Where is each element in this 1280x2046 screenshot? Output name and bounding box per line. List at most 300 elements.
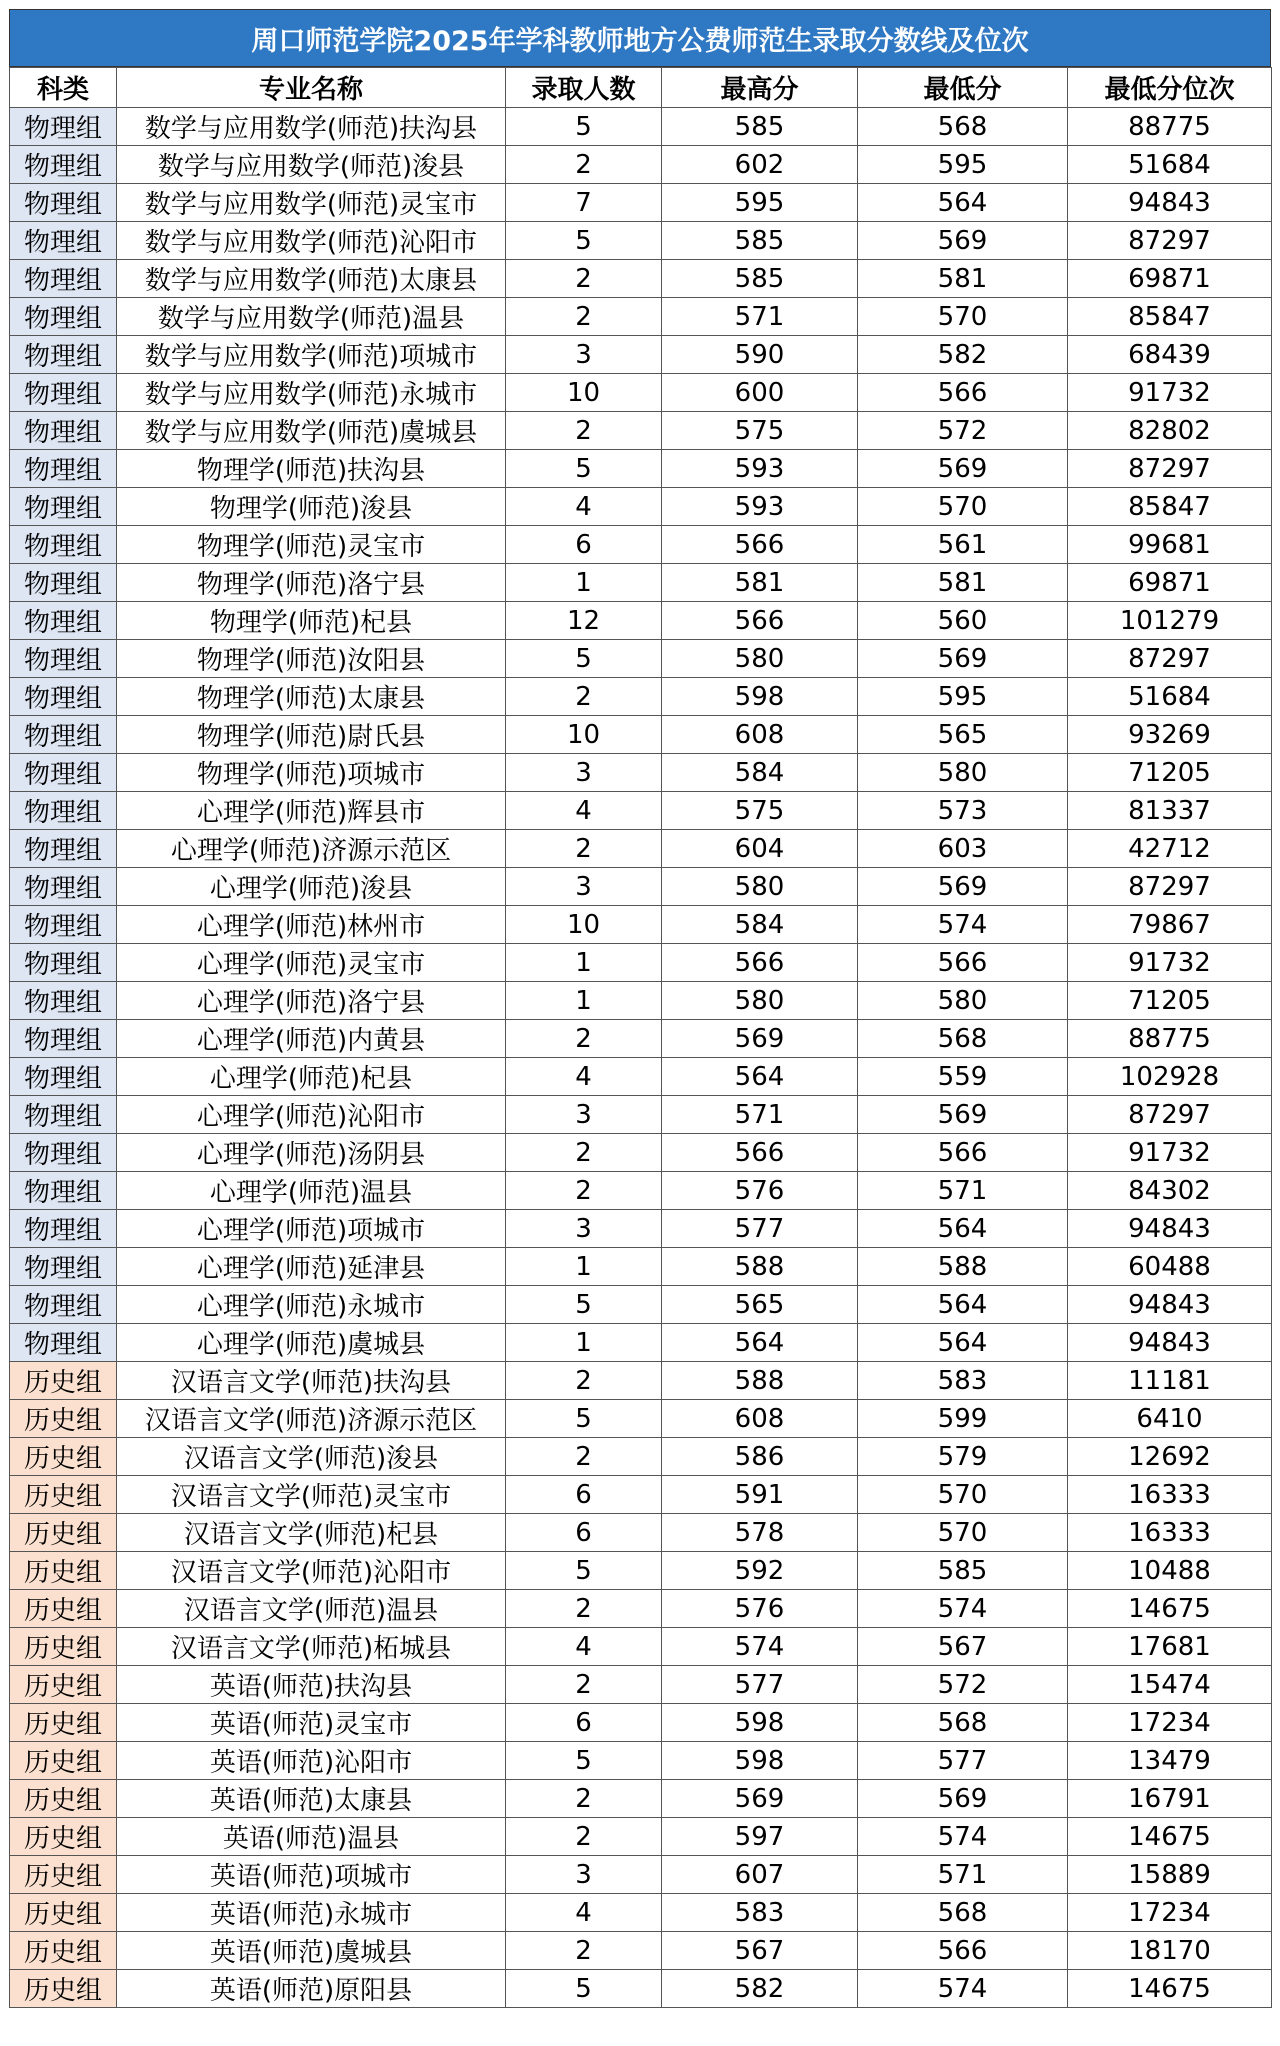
admitted-count-cell: 2 (506, 298, 662, 336)
major-cell: 英语(师范)虞城县 (117, 1932, 506, 1970)
min-score-cell: 568 (858, 108, 1068, 146)
admission-sheet (9, 9, 1271, 2008)
min-rank-cell: 15889 (1068, 1856, 1272, 1894)
min-rank-cell: 13479 (1068, 1742, 1272, 1780)
table-row (10, 1400, 1272, 1438)
sheet-title: 周口师范学院2025年学科教师地方公费师范生录取分数线及位次 (9, 9, 1271, 67)
min-score-cell: 569 (858, 868, 1068, 906)
table-row (10, 1020, 1272, 1058)
min-score-cell: 559 (858, 1058, 1068, 1096)
min-rank-cell: 91732 (1068, 374, 1272, 412)
min-rank-cell: 91732 (1068, 1134, 1272, 1172)
min-rank-cell: 87297 (1068, 450, 1272, 488)
category-cell: 物理组 (10, 108, 117, 146)
category-cell: 物理组 (10, 1058, 117, 1096)
admitted-count-cell: 4 (506, 1894, 662, 1932)
max-score-cell: 597 (662, 1818, 858, 1856)
table-row (10, 260, 1272, 298)
min-score-cell: 568 (858, 1020, 1068, 1058)
category-cell: 物理组 (10, 298, 117, 336)
table-row (10, 1210, 1272, 1248)
category-cell: 历史组 (10, 1552, 117, 1590)
category-cell: 物理组 (10, 754, 117, 792)
major-cell: 数学与应用数学(师范)沁阳市 (117, 222, 506, 260)
admitted-count-cell: 3 (506, 336, 662, 374)
max-score-cell: 566 (662, 944, 858, 982)
min-score-cell: 571 (858, 1856, 1068, 1894)
category-cell: 物理组 (10, 184, 117, 222)
table-row (10, 488, 1272, 526)
category-cell: 物理组 (10, 222, 117, 260)
table-row (10, 830, 1272, 868)
min-score-cell: 583 (858, 1362, 1068, 1400)
major-cell: 心理学(师范)汤阴县 (117, 1134, 506, 1172)
min-rank-cell: 85847 (1068, 298, 1272, 336)
max-score-cell: 566 (662, 602, 858, 640)
min-rank-cell: 101279 (1068, 602, 1272, 640)
admitted-count-cell: 3 (506, 1856, 662, 1894)
admitted-count-cell: 2 (506, 1590, 662, 1628)
max-score-cell: 598 (662, 1742, 858, 1780)
table-row (10, 944, 1272, 982)
admitted-count-cell: 6 (506, 1476, 662, 1514)
table-row (10, 1096, 1272, 1134)
admitted-count-cell: 5 (506, 450, 662, 488)
table-row (10, 450, 1272, 488)
max-score-cell: 604 (662, 830, 858, 868)
min-rank-cell: 71205 (1068, 982, 1272, 1020)
admitted-count-cell: 1 (506, 1248, 662, 1286)
major-cell: 心理学(师范)温县 (117, 1172, 506, 1210)
major-cell: 汉语言文学(师范)灵宝市 (117, 1476, 506, 1514)
max-score-cell: 569 (662, 1020, 858, 1058)
table-row (10, 526, 1272, 564)
major-cell: 英语(师范)原阳县 (117, 1970, 506, 2008)
table-row (10, 716, 1272, 754)
major-cell: 汉语言文学(师范)浚县 (117, 1438, 506, 1476)
table-row (10, 1324, 1272, 1362)
min-score-cell: 566 (858, 944, 1068, 982)
min-rank-cell: 16333 (1068, 1476, 1272, 1514)
category-cell: 物理组 (10, 1172, 117, 1210)
min-rank-cell: 94843 (1068, 1324, 1272, 1362)
table-row (10, 640, 1272, 678)
max-score-cell: 575 (662, 792, 858, 830)
header-max-score: 最高分 (662, 68, 858, 108)
admitted-count-cell: 2 (506, 830, 662, 868)
min-rank-cell: 81337 (1068, 792, 1272, 830)
category-cell: 物理组 (10, 1096, 117, 1134)
min-rank-cell: 102928 (1068, 1058, 1272, 1096)
category-cell: 物理组 (10, 678, 117, 716)
major-cell: 物理学(师范)洛宁县 (117, 564, 506, 602)
admitted-count-cell: 2 (506, 1172, 662, 1210)
min-score-cell: 565 (858, 716, 1068, 754)
admission-table (9, 67, 1272, 2008)
min-score-cell: 568 (858, 1704, 1068, 1742)
table-row (10, 412, 1272, 450)
category-cell: 物理组 (10, 1248, 117, 1286)
category-cell: 物理组 (10, 868, 117, 906)
min-rank-cell: 14675 (1068, 1970, 1272, 2008)
max-score-cell: 608 (662, 1400, 858, 1438)
category-cell: 物理组 (10, 450, 117, 488)
admitted-count-cell: 5 (506, 1286, 662, 1324)
major-cell: 英语(师范)沁阳市 (117, 1742, 506, 1780)
major-cell: 物理学(师范)太康县 (117, 678, 506, 716)
major-cell: 数学与应用数学(师范)扶沟县 (117, 108, 506, 146)
min-score-cell: 574 (858, 1818, 1068, 1856)
table-row (10, 1742, 1272, 1780)
admitted-count-cell: 6 (506, 1514, 662, 1552)
min-score-cell: 569 (858, 1096, 1068, 1134)
max-score-cell: 580 (662, 640, 858, 678)
min-rank-cell: 17234 (1068, 1894, 1272, 1932)
min-score-cell: 577 (858, 1742, 1068, 1780)
min-rank-cell: 69871 (1068, 260, 1272, 298)
admitted-count-cell: 4 (506, 1058, 662, 1096)
min-rank-cell: 17681 (1068, 1628, 1272, 1666)
max-score-cell: 564 (662, 1324, 858, 1362)
table-row (10, 108, 1272, 146)
min-rank-cell: 17234 (1068, 1704, 1272, 1742)
min-score-cell: 564 (858, 1324, 1068, 1362)
table-row (10, 1514, 1272, 1552)
major-cell: 数学与应用数学(师范)灵宝市 (117, 184, 506, 222)
max-score-cell: 569 (662, 1780, 858, 1818)
min-rank-cell: 88775 (1068, 1020, 1272, 1058)
category-cell: 历史组 (10, 1362, 117, 1400)
admitted-count-cell: 2 (506, 1020, 662, 1058)
min-rank-cell: 88775 (1068, 108, 1272, 146)
category-cell: 物理组 (10, 944, 117, 982)
admitted-count-cell: 6 (506, 526, 662, 564)
min-rank-cell: 11181 (1068, 1362, 1272, 1400)
admitted-count-cell: 2 (506, 1438, 662, 1476)
major-cell: 英语(师范)项城市 (117, 1856, 506, 1894)
major-cell: 物理学(师范)尉氏县 (117, 716, 506, 754)
min-rank-cell: 87297 (1068, 222, 1272, 260)
min-score-cell: 569 (858, 640, 1068, 678)
max-score-cell: 566 (662, 526, 858, 564)
admitted-count-cell: 2 (506, 1932, 662, 1970)
admitted-count-cell: 5 (506, 1742, 662, 1780)
major-cell: 数学与应用数学(师范)太康县 (117, 260, 506, 298)
min-rank-cell: 6410 (1068, 1400, 1272, 1438)
admitted-count-cell: 10 (506, 906, 662, 944)
admitted-count-cell: 3 (506, 1096, 662, 1134)
table-row (10, 1932, 1272, 1970)
table-row (10, 1818, 1272, 1856)
major-cell: 汉语言文学(师范)温县 (117, 1590, 506, 1628)
min-score-cell: 570 (858, 298, 1068, 336)
max-score-cell: 593 (662, 450, 858, 488)
major-cell: 物理学(师范)浚县 (117, 488, 506, 526)
min-score-cell: 570 (858, 1476, 1068, 1514)
table-row (10, 754, 1272, 792)
category-cell: 物理组 (10, 1210, 117, 1248)
category-cell: 历史组 (10, 1400, 117, 1438)
major-cell: 心理学(师范)延津县 (117, 1248, 506, 1286)
min-score-cell: 574 (858, 1970, 1068, 2008)
min-score-cell: 566 (858, 1134, 1068, 1172)
admitted-count-cell: 7 (506, 184, 662, 222)
major-cell: 心理学(师范)杞县 (117, 1058, 506, 1096)
min-rank-cell: 94843 (1068, 1210, 1272, 1248)
table-row (10, 1438, 1272, 1476)
admitted-count-cell: 2 (506, 412, 662, 450)
min-rank-cell: 79867 (1068, 906, 1272, 944)
admitted-count-cell: 4 (506, 1628, 662, 1666)
table-row (10, 1286, 1272, 1324)
category-cell: 物理组 (10, 1286, 117, 1324)
admitted-count-cell: 5 (506, 1970, 662, 2008)
major-cell: 数学与应用数学(师范)浚县 (117, 146, 506, 184)
admitted-count-cell: 2 (506, 260, 662, 298)
min-rank-cell: 87297 (1068, 1096, 1272, 1134)
major-cell: 物理学(师范)灵宝市 (117, 526, 506, 564)
max-score-cell: 600 (662, 374, 858, 412)
max-score-cell: 607 (662, 1856, 858, 1894)
min-rank-cell: 85847 (1068, 488, 1272, 526)
min-score-cell: 580 (858, 754, 1068, 792)
min-score-cell: 574 (858, 906, 1068, 944)
table-row (10, 146, 1272, 184)
category-cell: 物理组 (10, 906, 117, 944)
table-row (10, 184, 1272, 222)
category-cell: 物理组 (10, 564, 117, 602)
major-cell: 英语(师范)永城市 (117, 1894, 506, 1932)
category-cell: 物理组 (10, 488, 117, 526)
major-cell: 物理学(师范)杞县 (117, 602, 506, 640)
min-rank-cell: 99681 (1068, 526, 1272, 564)
max-score-cell: 591 (662, 1476, 858, 1514)
category-cell: 物理组 (10, 640, 117, 678)
min-score-cell: 595 (858, 678, 1068, 716)
category-cell: 物理组 (10, 1134, 117, 1172)
category-cell: 历史组 (10, 1514, 117, 1552)
max-score-cell: 602 (662, 146, 858, 184)
table-row (10, 1894, 1272, 1932)
min-score-cell: 572 (858, 412, 1068, 450)
max-score-cell: 582 (662, 1970, 858, 2008)
min-score-cell: 564 (858, 1286, 1068, 1324)
table-row (10, 298, 1272, 336)
admitted-count-cell: 2 (506, 1666, 662, 1704)
admitted-count-cell: 10 (506, 716, 662, 754)
max-score-cell: 564 (662, 1058, 858, 1096)
category-cell: 历史组 (10, 1476, 117, 1514)
major-cell: 心理学(师范)济源示范区 (117, 830, 506, 868)
table-row (10, 1362, 1272, 1400)
min-rank-cell: 60488 (1068, 1248, 1272, 1286)
major-cell: 英语(师范)温县 (117, 1818, 506, 1856)
admitted-count-cell: 2 (506, 1818, 662, 1856)
admitted-count-cell: 5 (506, 1552, 662, 1590)
major-cell: 心理学(师范)灵宝市 (117, 944, 506, 982)
max-score-cell: 583 (662, 1894, 858, 1932)
admitted-count-cell: 1 (506, 564, 662, 602)
min-rank-cell: 14675 (1068, 1818, 1272, 1856)
major-cell: 英语(师范)太康县 (117, 1780, 506, 1818)
major-cell: 数学与应用数学(师范)永城市 (117, 374, 506, 412)
min-rank-cell: 94843 (1068, 184, 1272, 222)
header-min-score: 最低分 (858, 68, 1068, 108)
min-rank-cell: 51684 (1068, 678, 1272, 716)
min-score-cell: 572 (858, 1666, 1068, 1704)
major-cell: 汉语言文学(师范)沁阳市 (117, 1552, 506, 1590)
major-cell: 英语(师范)扶沟县 (117, 1666, 506, 1704)
major-cell: 心理学(师范)辉县市 (117, 792, 506, 830)
min-score-cell: 603 (858, 830, 1068, 868)
min-rank-cell: 87297 (1068, 640, 1272, 678)
admitted-count-cell: 2 (506, 678, 662, 716)
table-row (10, 602, 1272, 640)
admitted-count-cell: 4 (506, 488, 662, 526)
min-rank-cell: 15474 (1068, 1666, 1272, 1704)
max-score-cell: 608 (662, 716, 858, 754)
table-row (10, 222, 1272, 260)
category-cell: 历史组 (10, 1818, 117, 1856)
table-row (10, 906, 1272, 944)
min-rank-cell: 82802 (1068, 412, 1272, 450)
admitted-count-cell: 2 (506, 1134, 662, 1172)
admitted-count-cell: 4 (506, 792, 662, 830)
major-cell: 英语(师范)灵宝市 (117, 1704, 506, 1742)
admitted-count-cell: 6 (506, 1704, 662, 1742)
max-score-cell: 590 (662, 336, 858, 374)
min-score-cell: 581 (858, 260, 1068, 298)
min-score-cell: 570 (858, 1514, 1068, 1552)
major-cell: 心理学(师范)洛宁县 (117, 982, 506, 1020)
major-cell: 数学与应用数学(师范)虞城县 (117, 412, 506, 450)
min-rank-cell: 16791 (1068, 1780, 1272, 1818)
major-cell: 心理学(师范)内黄县 (117, 1020, 506, 1058)
table-row (10, 868, 1272, 906)
major-cell: 物理学(师范)汝阳县 (117, 640, 506, 678)
header-row (10, 68, 1272, 108)
table-row (10, 336, 1272, 374)
min-score-cell: 588 (858, 1248, 1068, 1286)
category-cell: 物理组 (10, 260, 117, 298)
min-score-cell: 560 (858, 602, 1068, 640)
category-cell: 历史组 (10, 1438, 117, 1476)
category-cell: 物理组 (10, 830, 117, 868)
min-rank-cell: 69871 (1068, 564, 1272, 602)
table-row (10, 1590, 1272, 1628)
admitted-count-cell: 1 (506, 1324, 662, 1362)
min-score-cell: 581 (858, 564, 1068, 602)
table-row (10, 374, 1272, 412)
category-cell: 历史组 (10, 1970, 117, 2008)
table-row (10, 1552, 1272, 1590)
min-rank-cell: 18170 (1068, 1932, 1272, 1970)
min-rank-cell: 16333 (1068, 1514, 1272, 1552)
table-row (10, 1856, 1272, 1894)
major-cell: 物理学(师范)扶沟县 (117, 450, 506, 488)
max-score-cell: 566 (662, 1134, 858, 1172)
major-cell: 心理学(师范)浚县 (117, 868, 506, 906)
table-row (10, 564, 1272, 602)
major-cell: 心理学(师范)林州市 (117, 906, 506, 944)
category-cell: 历史组 (10, 1932, 117, 1970)
max-score-cell: 571 (662, 298, 858, 336)
max-score-cell: 588 (662, 1362, 858, 1400)
major-cell: 物理学(师范)项城市 (117, 754, 506, 792)
admitted-count-cell: 5 (506, 640, 662, 678)
max-score-cell: 584 (662, 906, 858, 944)
table-row (10, 1780, 1272, 1818)
category-cell: 物理组 (10, 1324, 117, 1362)
max-score-cell: 576 (662, 1590, 858, 1628)
admitted-count-cell: 2 (506, 1362, 662, 1400)
admitted-count-cell: 5 (506, 108, 662, 146)
min-score-cell: 566 (858, 374, 1068, 412)
admitted-count-cell: 3 (506, 1210, 662, 1248)
max-score-cell: 598 (662, 1704, 858, 1742)
table-row (10, 1970, 1272, 2008)
category-cell: 物理组 (10, 336, 117, 374)
max-score-cell: 574 (662, 1628, 858, 1666)
min-score-cell: 599 (858, 1400, 1068, 1438)
major-cell: 数学与应用数学(师范)温县 (117, 298, 506, 336)
max-score-cell: 577 (662, 1210, 858, 1248)
max-score-cell: 585 (662, 260, 858, 298)
min-score-cell: 582 (858, 336, 1068, 374)
major-cell: 心理学(师范)虞城县 (117, 1324, 506, 1362)
max-score-cell: 578 (662, 1514, 858, 1552)
min-score-cell: 585 (858, 1552, 1068, 1590)
major-cell: 心理学(师范)沁阳市 (117, 1096, 506, 1134)
admitted-count-cell: 2 (506, 146, 662, 184)
max-score-cell: 588 (662, 1248, 858, 1286)
max-score-cell: 585 (662, 222, 858, 260)
min-score-cell: 573 (858, 792, 1068, 830)
table-row (10, 1248, 1272, 1286)
header-min-rank: 最低分位次 (1068, 68, 1272, 108)
min-score-cell: 579 (858, 1438, 1068, 1476)
min-score-cell: 564 (858, 1210, 1068, 1248)
category-cell: 物理组 (10, 792, 117, 830)
min-rank-cell: 94843 (1068, 1286, 1272, 1324)
min-rank-cell: 93269 (1068, 716, 1272, 754)
table-row (10, 982, 1272, 1020)
min-rank-cell: 87297 (1068, 868, 1272, 906)
max-score-cell: 575 (662, 412, 858, 450)
admitted-count-cell: 2 (506, 1780, 662, 1818)
category-cell: 历史组 (10, 1780, 117, 1818)
admitted-count-cell: 10 (506, 374, 662, 412)
max-score-cell: 567 (662, 1932, 858, 1970)
table-row (10, 1058, 1272, 1096)
admitted-count-cell: 3 (506, 754, 662, 792)
max-score-cell: 585 (662, 108, 858, 146)
min-rank-cell: 91732 (1068, 944, 1272, 982)
major-cell: 数学与应用数学(师范)项城市 (117, 336, 506, 374)
category-cell: 历史组 (10, 1894, 117, 1932)
header-admitted-count: 录取人数 (506, 68, 662, 108)
min-rank-cell: 10488 (1068, 1552, 1272, 1590)
table-row (10, 1628, 1272, 1666)
major-cell: 汉语言文学(师范)柘城县 (117, 1628, 506, 1666)
min-score-cell: 569 (858, 1780, 1068, 1818)
min-score-cell: 569 (858, 222, 1068, 260)
admitted-count-cell: 5 (506, 222, 662, 260)
min-score-cell: 566 (858, 1932, 1068, 1970)
category-cell: 历史组 (10, 1666, 117, 1704)
min-rank-cell: 68439 (1068, 336, 1272, 374)
major-cell: 汉语言文学(师范)济源示范区 (117, 1400, 506, 1438)
